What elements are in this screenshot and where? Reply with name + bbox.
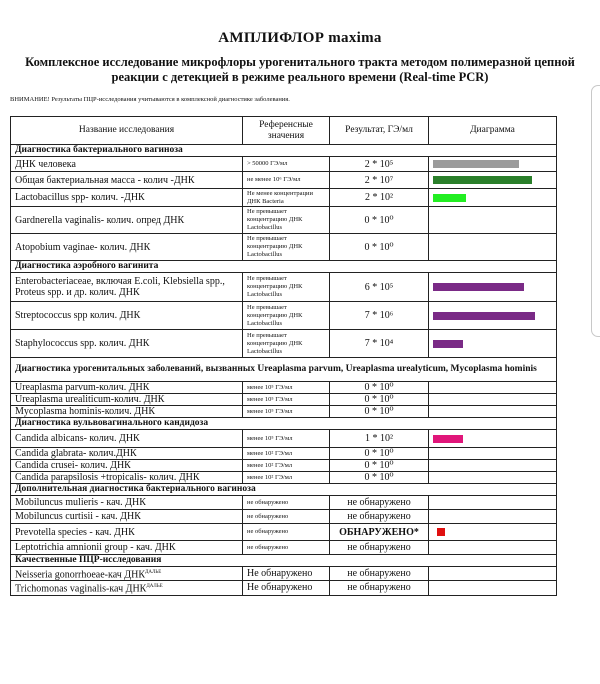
header-diagram: Диаграмма xyxy=(429,117,557,145)
reference-value: Не обнаружено xyxy=(243,567,330,581)
test-name: Mycoplasma hominis-колич. ДНК xyxy=(15,406,156,417)
result-value: не обнаружено xyxy=(330,581,429,595)
test-name: Candida albicans- колич. ДНК xyxy=(15,433,140,444)
diagram-cell xyxy=(429,189,557,207)
table-row xyxy=(11,472,557,484)
result-value: не обнаружено xyxy=(330,567,429,581)
result-value: 7 * 10⁴ xyxy=(330,330,429,358)
test-name: Prevotella species - кач. ДНК xyxy=(15,526,135,538)
result-value: 2 * 10⁵ xyxy=(330,157,429,172)
test-name-cell xyxy=(11,234,243,261)
section-header xyxy=(11,261,557,273)
reference-value: Не превышает концентрацию ДНК Lactobacillus xyxy=(243,302,330,330)
test-name-cell xyxy=(11,567,243,581)
section-title: Качественные ПЦР-исследования xyxy=(11,555,557,567)
result-bar xyxy=(433,312,535,320)
test-name-superscript: ДАЛЬЕ xyxy=(145,570,162,575)
diagram-cell xyxy=(429,207,557,234)
diagram-cell xyxy=(429,460,557,472)
reference-value: Не обнаружено xyxy=(243,581,330,595)
table-row xyxy=(11,394,557,406)
result-bar xyxy=(433,435,463,443)
results-table xyxy=(10,116,557,596)
table-row xyxy=(11,234,557,261)
section-title: Диагностика вульвовагинального кандидоза xyxy=(11,418,557,430)
test-name: Общая бактериальная масса - колич -ДНК xyxy=(15,174,195,186)
result-value: 0 * 10⁰ xyxy=(330,382,429,394)
reference-value: не обнаружено xyxy=(243,496,330,510)
table-row xyxy=(11,189,557,207)
section-header xyxy=(11,555,557,567)
reference-value: менее 10² ГЭ/мл xyxy=(243,460,330,472)
table-row xyxy=(11,302,557,330)
test-name-cell xyxy=(11,382,243,394)
result-value: 1 * 10² xyxy=(330,430,429,448)
table-row xyxy=(11,330,557,358)
table-row xyxy=(11,172,557,189)
test-name: Ureaplasma parvum-колич. ДНК xyxy=(15,382,150,393)
reference-value: менее 10⁵ ГЭ/мл xyxy=(243,406,330,418)
table-row xyxy=(11,496,557,510)
detected-marker xyxy=(437,528,445,536)
result-bar xyxy=(433,160,519,168)
result-value: 6 * 10⁵ xyxy=(330,273,429,302)
test-name-cell xyxy=(11,448,243,460)
test-name-cell xyxy=(11,430,243,448)
result-bar xyxy=(433,176,532,184)
result-value: ОБНАРУЖЕНО* xyxy=(330,524,429,541)
reference-value: Не менее концентрации ДНК Bacteria xyxy=(243,189,330,207)
test-name-cell xyxy=(11,189,243,207)
reference-value: менее 10⁵ ГЭ/мл xyxy=(243,394,330,406)
test-name-cell xyxy=(11,302,243,330)
section-header xyxy=(11,145,557,157)
result-value: 0 * 10⁰ xyxy=(330,472,429,484)
test-name-cell xyxy=(11,172,243,189)
test-name-cell xyxy=(11,581,243,595)
section-title: Дополнительная диагностика бактериального вагиноза xyxy=(11,484,557,496)
test-name: Ureaplasma urealiticum-колич. ДНК xyxy=(15,394,165,405)
test-name: Gardnerella vaginalis- колич. опред ДНК xyxy=(15,214,185,226)
section-header xyxy=(11,358,557,382)
diagram-cell xyxy=(429,406,557,418)
test-name-cell xyxy=(11,207,243,234)
result-value: 0 * 10⁰ xyxy=(330,394,429,406)
reference-value: менее 10⁵ ГЭ/мл xyxy=(243,430,330,448)
test-name: Enterobacteriaceae, включая E.coli, Klebsiella spp., Proteus spp. и др. колич. ДНК xyxy=(15,276,225,298)
result-value: 0 * 10⁰ xyxy=(330,448,429,460)
table-row xyxy=(11,207,557,234)
header-name: Название исследования xyxy=(11,117,243,145)
diagram-cell xyxy=(429,394,557,406)
report-subtitle: Комплексное исследование микрофлоры урогенитального тракта методом полимеразной цепной реакции с детекцией в режиме реального времени (Real-time PCR) xyxy=(25,55,575,84)
test-name: Mobiluncus mulieris - кач. ДНК xyxy=(15,497,146,508)
report-title: АМПЛИФЛОР maxima xyxy=(218,30,382,46)
result-value: не обнаружено xyxy=(330,510,429,524)
table-row xyxy=(11,448,557,460)
header-result: Результат, ГЭ/мл xyxy=(330,117,429,145)
test-name-cell xyxy=(11,510,243,524)
diagram-cell xyxy=(429,330,557,358)
test-name-cell xyxy=(11,273,243,302)
test-name: Candida glabrata- колич.ДНК xyxy=(15,448,137,459)
table-row xyxy=(11,406,557,418)
section-header xyxy=(11,418,557,430)
diagram-cell xyxy=(429,581,557,595)
result-value: 0 * 10⁰ xyxy=(330,460,429,472)
scrollbar[interactable] xyxy=(591,85,600,337)
result-bar xyxy=(433,340,463,348)
table-row xyxy=(11,567,557,581)
table-row xyxy=(11,460,557,472)
test-name-cell xyxy=(11,394,243,406)
section-title: Диагностика аэробного вагинита xyxy=(11,261,557,273)
test-name: Lactobacillus spp- колич. -ДНК xyxy=(15,192,145,203)
reference-value: > 50000 ГЭ/мл xyxy=(243,157,330,172)
diagram-cell xyxy=(429,382,557,394)
reference-value: Не превышает концентрацию ДНК Lactobacillus xyxy=(243,207,330,234)
diagram-cell xyxy=(429,510,557,524)
table-row xyxy=(11,581,557,595)
result-value: 0 * 10⁰ xyxy=(330,406,429,418)
table-row xyxy=(11,273,557,302)
diagram-cell xyxy=(429,172,557,189)
reference-value: менее 10² ГЭ/мл xyxy=(243,448,330,460)
result-value: не обнаружено xyxy=(330,496,429,510)
test-name-cell xyxy=(11,406,243,418)
diagram-cell xyxy=(429,302,557,330)
test-name: Staphylococcus spp. колич. ДНК xyxy=(15,338,150,349)
test-name: Candida parapsilosis +tropicalis- колич. ДНК xyxy=(15,472,200,483)
result-value: 7 * 10⁶ xyxy=(330,302,429,330)
reference-value: менее 10⁵ ГЭ/мл xyxy=(243,382,330,394)
diagram-cell xyxy=(429,430,557,448)
result-value: 0 * 10⁰ xyxy=(330,234,429,261)
reference-value: менее 10² ГЭ/мл xyxy=(243,472,330,484)
diagram-cell xyxy=(429,157,557,172)
test-name-cell xyxy=(11,496,243,510)
table-row xyxy=(11,510,557,524)
test-name: Leptotrichia amnionii group - кач. ДНК xyxy=(15,542,176,553)
result-value: не обнаружено xyxy=(330,541,429,555)
result-bar xyxy=(433,283,524,291)
diagram-cell xyxy=(429,273,557,302)
test-name: Atopobium vaginae- колич. ДНК xyxy=(15,241,151,253)
test-name-cell xyxy=(11,472,243,484)
reference-value: Не превышает концентрацию ДНК Lactobacillus xyxy=(243,234,330,261)
test-name: Mobiluncus curtisii - кач. ДНК xyxy=(15,511,141,522)
table-row xyxy=(11,524,557,541)
test-name-cell xyxy=(11,460,243,472)
test-name: Trichomonas vaginalis-кач ДНК xyxy=(15,583,147,595)
reference-value: не менее 10⁶ ГЭ/мл xyxy=(243,172,330,189)
section-title: Диагностика бактериального вагиноза xyxy=(11,145,557,157)
section-header xyxy=(11,484,557,496)
test-name: ДНК человека xyxy=(15,158,76,170)
diagram-cell xyxy=(429,448,557,460)
warning-note: ВНИМАНИЕ! Результаты ПЦР-исследования учитываются в комплексной диагностике заболевания. xyxy=(10,96,290,103)
diagram-cell xyxy=(429,524,557,541)
reference-value: не обнаружено xyxy=(243,524,330,541)
test-name-cell xyxy=(11,541,243,555)
reference-value: не обнаружено xyxy=(243,510,330,524)
reference-value: Не превышает концентрацию ДНК Lactobacillus xyxy=(243,273,330,302)
result-value: 2 * 10² xyxy=(330,189,429,207)
test-name: Neisseria gonorrhoeae-кач ДНК xyxy=(15,569,145,581)
test-name-cell xyxy=(11,524,243,541)
diagram-cell xyxy=(429,472,557,484)
diagram-cell xyxy=(429,567,557,581)
reference-value: Не превышает концентрацию ДНК Lactobacillus xyxy=(243,330,330,358)
section-title: Диагностика урогенитальных заболеваний, вызванных Ureaplasma parvum, Ureaplasma urealyticum, Mycoplasma hominis xyxy=(11,358,557,382)
result-value: 0 * 10⁰ xyxy=(330,207,429,234)
table-header-row xyxy=(11,117,557,145)
table-row xyxy=(11,541,557,555)
test-name-superscript: ДАЛЬЕ xyxy=(146,584,163,590)
table-row xyxy=(11,157,557,172)
results-body xyxy=(11,145,557,596)
test-name: Candida crusei- колич. ДНК xyxy=(15,460,131,471)
result-value: 2 * 10⁷ xyxy=(330,172,429,189)
diagram-cell xyxy=(429,541,557,555)
test-name-cell xyxy=(11,330,243,358)
table-row xyxy=(11,430,557,448)
diagram-cell xyxy=(429,234,557,261)
diagram-cell xyxy=(429,496,557,510)
test-name: Streptococcus spp колич. ДНК xyxy=(15,310,141,321)
reference-value: не обнаружено xyxy=(243,541,330,555)
test-name-cell xyxy=(11,157,243,172)
result-bar xyxy=(433,194,466,202)
table-row xyxy=(11,382,557,394)
header-ref: Референсные значения xyxy=(243,117,330,145)
